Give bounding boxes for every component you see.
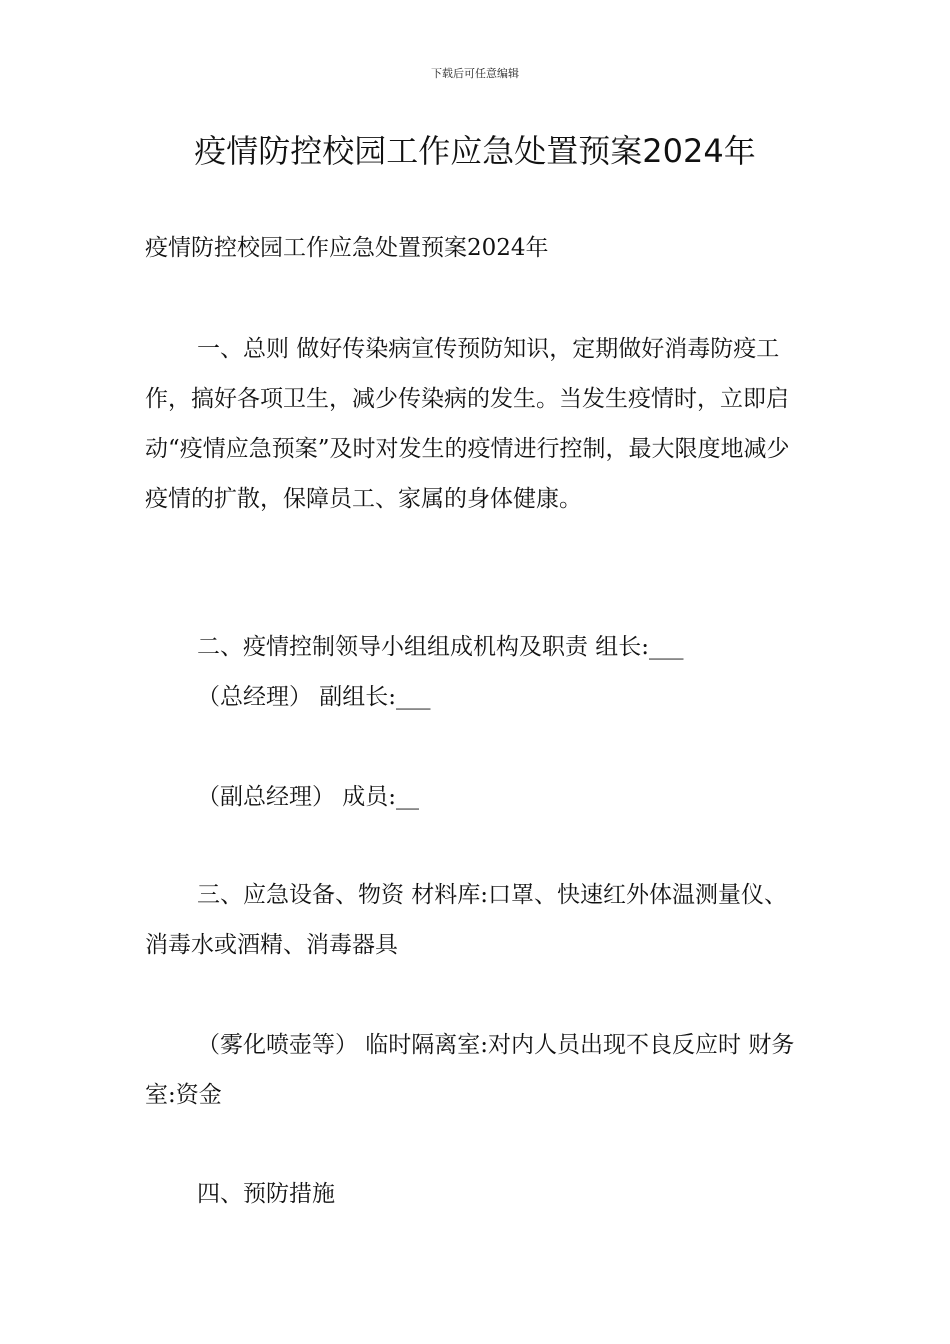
section-leadership-group: 二、疫情控制领导小组组成机构及职责 组长:___: [197, 634, 684, 660]
leadership-general-manager-line: （总经理） 副组长:___: [197, 684, 431, 710]
document-subtitle: 疫情防控校园工作应急处置预案2024年: [145, 235, 549, 261]
section-general-principles: 一、总则 做好传染病宣传预防知识，定期做好消毒防疫工作，搞好各项卫生，减少传染病的发生。当发生疫情时，立即启动“疫情应急预案”及时对发生的疫情进行控制，最大限度地减少疫情的扩散，保障员工、家属的身体健康。: [145, 336, 790, 512]
section-emergency-equipment-continued: （雾化喷壶等） 临时隔离室:对内人员出现不良反应时 财务室:资金: [145, 1032, 795, 1108]
header-note: 下载后可任意编辑: [431, 67, 519, 80]
document-title: 疫情防控校园工作应急处置预案2024年: [194, 132, 756, 170]
section-prevention-measures: 四、预防措施: [197, 1181, 335, 1207]
leadership-deputy-manager-line: （副总经理） 成员:__: [197, 784, 420, 810]
section-emergency-equipment: 三、应急设备、物资 材料库:口罩、快速红外体温测量仪、消毒水或酒精、消毒器具: [145, 882, 788, 958]
